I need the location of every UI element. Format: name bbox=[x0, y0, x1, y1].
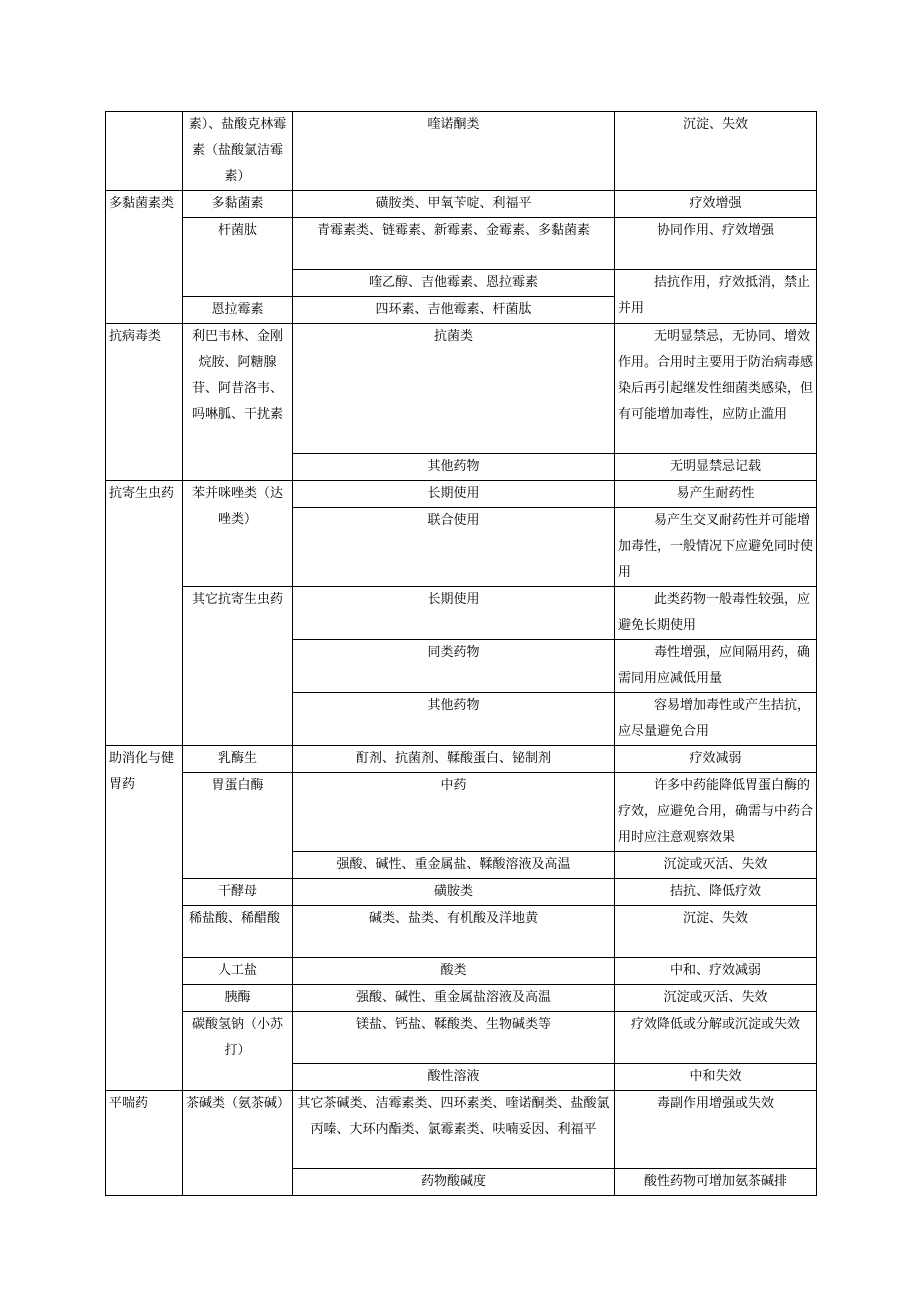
drug-cell: 干酵母 bbox=[183, 879, 293, 906]
result-cell: 中和失效 bbox=[615, 1064, 817, 1091]
combination-cell: 青霉素类、链霉素、新霉素、金霉素、多黏菌素 bbox=[293, 218, 615, 270]
drug-cell: 多黏菌素 bbox=[183, 191, 293, 218]
drug-cell: 素）、盐酸克林霉素（盐酸氯洁霉素） bbox=[183, 112, 293, 191]
combination-cell: 酸类 bbox=[293, 958, 615, 985]
combination-cell: 碱类、盐类、有机酸及洋地黄 bbox=[293, 906, 615, 958]
combination-cell: 喹诺酮类 bbox=[293, 112, 615, 191]
table-row bbox=[106, 958, 817, 985]
table-row bbox=[106, 587, 817, 640]
drug-cell: 碳酸氢钠（小苏打） bbox=[183, 1012, 293, 1091]
result-cell: 毒性增强，应间隔用药，确需同用应减低用量 bbox=[615, 640, 817, 693]
drug-interaction-table bbox=[105, 111, 817, 1196]
result-cell: 协同作用、疗效增强 bbox=[615, 218, 817, 270]
result-cell: 沉淀或灭活、失效 bbox=[615, 985, 817, 1012]
drug-cell: 乳酶生 bbox=[183, 746, 293, 773]
result-cell: 毒副作用增强或失效 bbox=[615, 1091, 817, 1169]
category-cell: 抗寄生虫药 bbox=[106, 481, 183, 746]
combination-cell: 药物酸碱度 bbox=[293, 1169, 615, 1196]
combination-cell: 四环素、吉他霉素、杆菌肽 bbox=[293, 297, 615, 324]
result-cell: 无明显禁忌，无协同、增效作用。合用时主要用于防治病毒感染后再引起继发性细菌类感染，但有可能增加毒性，应防止滥用 bbox=[615, 324, 817, 454]
table-row bbox=[106, 879, 817, 906]
drug-cell: 其它抗寄生虫药 bbox=[183, 587, 293, 746]
result-cell: 易产生耐药性 bbox=[615, 481, 817, 508]
combination-cell: 镁盐、钙盐、鞣酸类、生物碱类等 bbox=[293, 1012, 615, 1064]
combination-cell: 强酸、碱性、重金属盐溶液及高温 bbox=[293, 985, 615, 1012]
category-cell: 抗病毒类 bbox=[106, 324, 183, 481]
combination-cell: 酸性溶液 bbox=[293, 1064, 615, 1091]
result-cell: 此类药物一般毒性较强，应避免长期使用 bbox=[615, 587, 817, 640]
combination-cell: 强酸、碱性、重金属盐、鞣酸溶液及高温 bbox=[293, 852, 615, 879]
combination-cell: 酊剂、抗菌剂、鞣酸蛋白、铋制剂 bbox=[293, 746, 615, 773]
table-row bbox=[106, 218, 817, 270]
drug-cell: 杆菌肽 bbox=[183, 218, 293, 297]
combination-cell: 中药 bbox=[293, 773, 615, 852]
drug-cell: 胰酶 bbox=[183, 985, 293, 1012]
table-row bbox=[106, 985, 817, 1012]
combination-cell: 喹乙醇、吉他霉素、恩拉霉素 bbox=[293, 270, 615, 297]
table-row bbox=[106, 191, 817, 218]
result-cell: 沉淀、失效 bbox=[615, 112, 817, 191]
result-cell: 中和、疗效减弱 bbox=[615, 958, 817, 985]
result-cell: 沉淀或灭活、失效 bbox=[615, 852, 817, 879]
result-cell: 酸性药物可增加氨茶碱排 bbox=[615, 1169, 817, 1196]
result-cell: 疗效降低或分解或沉淀或失效 bbox=[615, 1012, 817, 1064]
result-cell: 无明显禁忌记载 bbox=[615, 454, 817, 481]
result-cell: 拮抗作用，疗效抵消，禁止并用 bbox=[615, 270, 817, 324]
category-cell bbox=[106, 112, 183, 191]
table-row bbox=[106, 906, 817, 958]
result-cell: 沉淀、失效 bbox=[615, 906, 817, 958]
drug-cell: 稀盐酸、稀醋酸 bbox=[183, 906, 293, 958]
combination-cell: 抗菌类 bbox=[293, 324, 615, 454]
table-row bbox=[106, 324, 817, 454]
result-cell: 疗效增强 bbox=[615, 191, 817, 218]
table-row bbox=[106, 481, 817, 508]
category-cell: 平喘药 bbox=[106, 1091, 183, 1196]
combination-cell: 联合使用 bbox=[293, 508, 615, 587]
table-row bbox=[106, 746, 817, 773]
drug-cell: 恩拉霉素 bbox=[183, 297, 293, 324]
combination-cell: 磺胺类、甲氧苄啶、利福平 bbox=[293, 191, 615, 218]
result-cell: 容易增加毒性或产生拮抗，应尽量避免合用 bbox=[615, 693, 817, 746]
drug-cell: 胃蛋白酶 bbox=[183, 773, 293, 879]
combination-cell: 其它茶碱类、洁霉素类、四环素类、喹诺酮类、盐酸氯丙嗪、大环内酯类、氯霉素类、呋喃妥因、利福平 bbox=[293, 1091, 615, 1169]
category-cell: 助消化与健胃药 bbox=[106, 746, 183, 1091]
table-row bbox=[106, 1091, 817, 1169]
table-row bbox=[106, 773, 817, 852]
category-cell: 多黏菌素类 bbox=[106, 191, 183, 324]
drug-cell: 利巴韦林、金刚烷胺、阿糖腺苷、阿昔洛韦、吗啉胍、干扰素 bbox=[183, 324, 293, 481]
combination-cell: 磺胺类 bbox=[293, 879, 615, 906]
result-cell: 疗效减弱 bbox=[615, 746, 817, 773]
result-cell: 易产生交叉耐药性并可能增加毒性，一般情况下应避免同时使用 bbox=[615, 508, 817, 587]
result-cell: 拮抗、降低疗效 bbox=[615, 879, 817, 906]
combination-cell: 长期使用 bbox=[293, 587, 615, 640]
combination-cell: 长期使用 bbox=[293, 481, 615, 508]
drug-cell: 人工盐 bbox=[183, 958, 293, 985]
drug-cell: 苯并咪唑类（达唑类） bbox=[183, 481, 293, 587]
combination-cell: 其他药物 bbox=[293, 454, 615, 481]
table-row bbox=[106, 112, 817, 191]
combination-cell: 其他药物 bbox=[293, 693, 615, 746]
table-row bbox=[106, 1012, 817, 1064]
combination-cell: 同类药物 bbox=[293, 640, 615, 693]
drug-cell: 茶碱类（氨茶碱） bbox=[183, 1091, 293, 1196]
result-cell: 许多中药能降低胃蛋白酶的疗效，应避免合用，确需与中药合用时应注意观察效果 bbox=[615, 773, 817, 852]
